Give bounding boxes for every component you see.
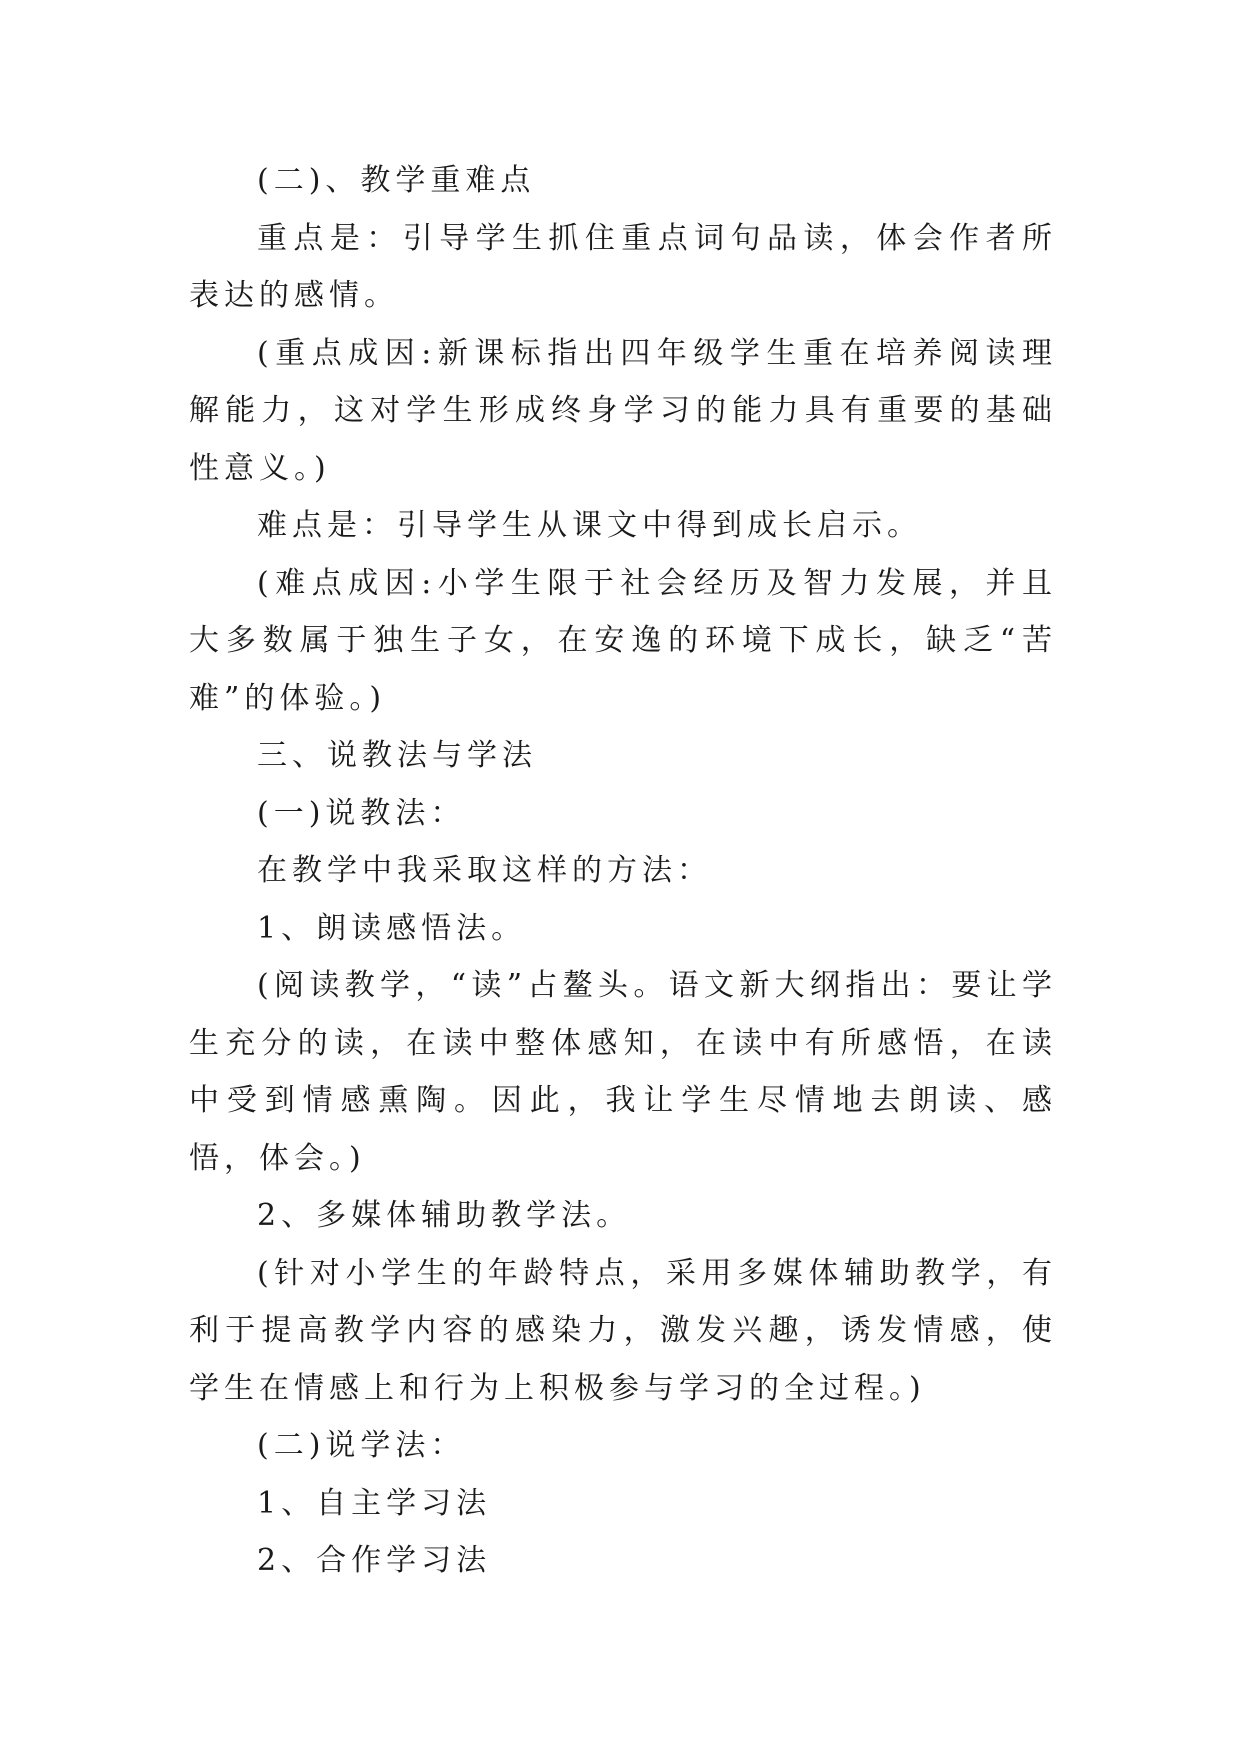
subheading-learning-method: (二)说学法： (257, 1428, 466, 1463)
section-heading-key-points: (二)、教学重难点 (257, 163, 536, 198)
document-body (189, 152, 1057, 1590)
key-point-paragraph: 重点是：引导学生抓住重点词句品读，体会作者所表达的感情。 (189, 220, 1057, 313)
section-heading-methods: 三、说教法与学法 (257, 738, 537, 773)
teaching-method-intro: 在教学中我采取这样的方法： (257, 853, 712, 888)
learning-method-item-self: 1、自主学习法 (257, 1485, 492, 1521)
key-point-reason-paragraph: (重点成因:新课标指出四年级学生重在培养阅读理解能力，这对学生形成终身学习的能力具有重要的基础性意义。) (189, 335, 1057, 486)
learning-method-item-cooperative: 2、合作学习法 (257, 1543, 492, 1578)
difficult-point-reason-paragraph: (难点成因:小学生限于社会经历及智力发展，并且大多数属于独生子女，在安逸的环境下成长，缺乏“苦难”的体验。) (189, 565, 1057, 716)
method-item-reading: 1、朗读感悟法。 (257, 910, 527, 946)
difficult-point-paragraph: 难点是：引导学生从课文中得到成长启示。 (257, 508, 922, 543)
method-item-multimedia: 2、多媒体辅助教学法。 (257, 1198, 632, 1233)
subheading-teaching-method: (一)说教法： (257, 795, 466, 831)
method-multimedia-explanation: (针对小学生的年龄特点，采用多媒体辅助教学，有利于提高教学内容的感染力，激发兴趣，诱发情感，使学生在情感上和行为上积极参与学习的全过程。) (189, 1255, 1057, 1406)
method-reading-explanation: (阅读教学，“读”占鳌头。语文新大纲指出：要让学生充分的读，在读中整体感知，在读中有所感悟，在读中受到情感熏陶。因此，我让学生尽情地去朗读、感悟，体会。) (189, 968, 1057, 1176)
